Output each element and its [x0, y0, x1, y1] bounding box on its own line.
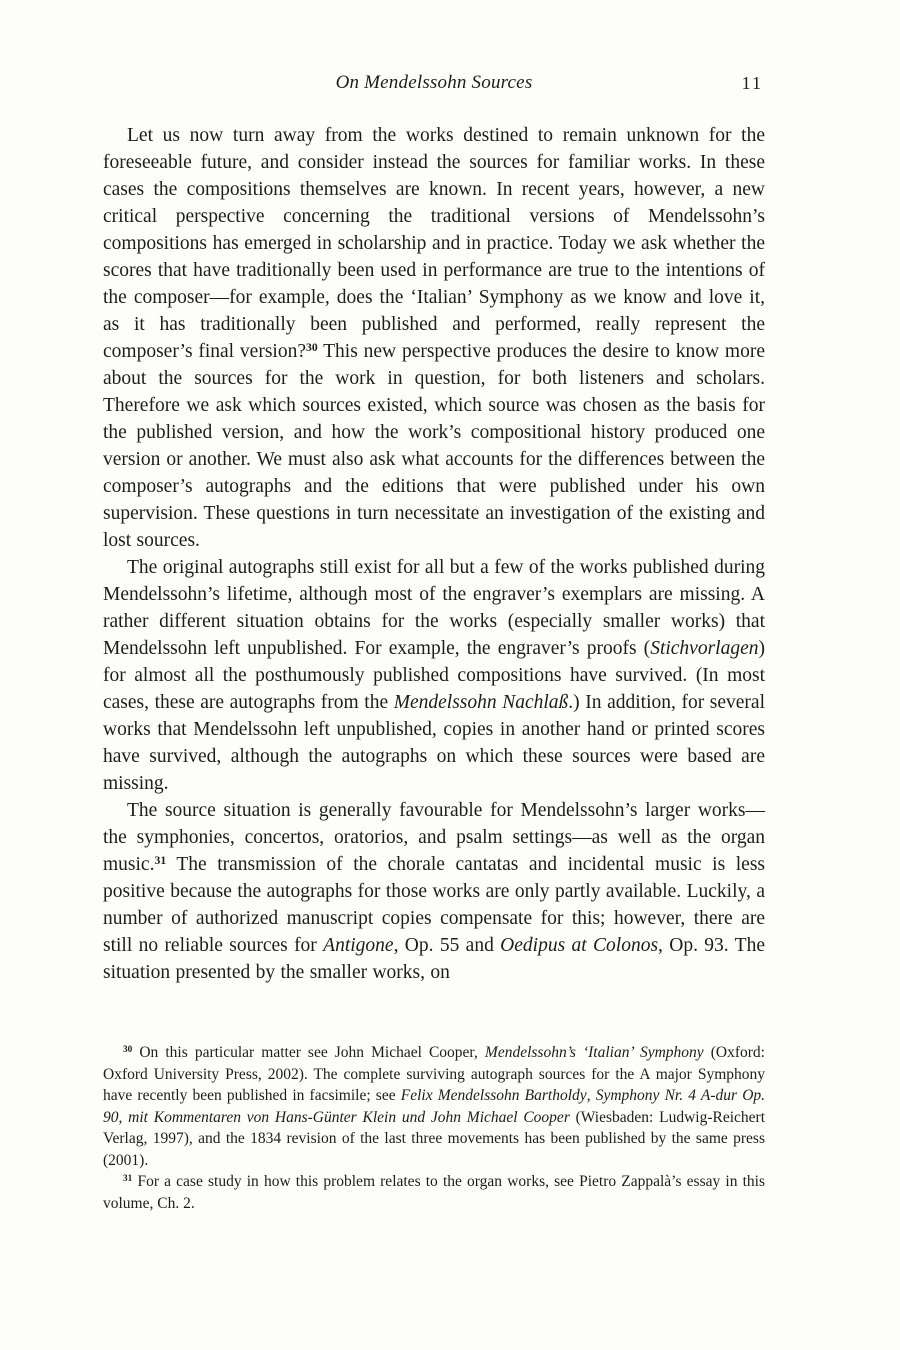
footnotes [103, 1042, 765, 1214]
paragraph [103, 122, 765, 554]
text-run: ) for almost all the posthumously published compositions have survived. (In most cases, these are autographs from the [103, 638, 765, 713]
text-run: , Op. 55 and [393, 935, 501, 956]
footnote-reference: 30 [305, 341, 318, 355]
footnote-reference: 31 [123, 1174, 133, 1185]
running-header [103, 72, 765, 96]
page-number: 11 [741, 73, 763, 93]
text-run: The original autographs still exist for all but a few of the works published during Mendelssohn’s lifetime, although most of the engraver’s exemplars are missing. A rather different situation obtains for the works (especially smaller works) that Mendelssohn left unpublished. For example, the engraver’s proofs ( [103, 557, 765, 659]
text-run: , Op. 93. The situation presented by the smaller works, on [103, 935, 765, 983]
italic-text-run: Felix Mendelssohn Bartholdy [400, 1087, 587, 1104]
text-run: , [586, 1087, 596, 1104]
running-header-title: On Mendelssohn Sources [335, 72, 533, 93]
text-run: (Oxford: Oxford University Press, 2002). The complete surviving autograph sources for the A major Symphony have recently been published in facsimile; see [103, 1044, 765, 1104]
text-run: For a case study in how this problem relates to the organ works, see Pietro Zappalà’s essay in this volume, Ch. 2. [103, 1173, 765, 1212]
italic-text-run: Symphony Nr. 4 A-dur Op. 90, mit Kommentaren von Hans-Günter Klein und John Michael Cooper [103, 1087, 766, 1126]
paragraph [103, 797, 765, 986]
text-block [103, 72, 765, 1214]
text-run: This new perspective produces the desire to know more about the sources for the work in question, for both listeners and scholars. Therefore we ask which sources existed, which source was chosen as the basis for the published version, and how the work’s compositional history produced one version or another. We must also ask what accounts for the differences between the composer’s autographs and the editions that were published under his own supervision. These questions in turn necessitate an investigation of the existing and lost sources. [103, 341, 765, 551]
text-run: The source situation is generally favourable for Mendelssohn’s larger works—the symphonies, concertos, oratorios, and psalm settings—as well as the organ music. [103, 800, 765, 875]
paragraph [103, 554, 765, 797]
italic-text-run: Stichvorlagen [650, 638, 759, 659]
italic-text-run: Mendelssohn’s ‘Italian’ Symphony [484, 1044, 704, 1061]
italic-text-run: Mendelssohn Nachlaß [393, 692, 569, 713]
italic-text-run: Antigone [323, 935, 394, 956]
footnote-reference: 31 [154, 854, 167, 868]
footnote [103, 1042, 765, 1171]
italic-text-run: Oedipus at Colonos [500, 935, 659, 956]
text-run: Let us now turn away from the works destined to remain unknown for the foreseeable future, and consider instead the sources for familiar works. In these cases the compositions themselves are known. In recent years, however, a new critical perspective concerning the traditional versions of Mendelssohn’s compositions has emerged in scholarship and in practice. Today we ask whether the scores that have traditionally been used in performance are true to the intentions of the composer—for example, does the ‘Italian’ Symphony as we know and love it, as it has traditionally been published and performed, really represent the composer’s final version? [103, 125, 765, 362]
body-text [103, 122, 765, 986]
text-run: .) In addition, for several works that Mendelssohn left unpublished, copies in another hand or printed scores have survived, although the autographs on which these sources were based are missing. [103, 692, 765, 794]
footnote-reference: 30 [123, 1045, 133, 1056]
text-run: The transmission of the chorale cantatas and incidental music is less positive because the autographs for those works are only partly available. Luckily, a number of authorized manuscript copies compensate for this; however, there are still no reliable sources for [103, 854, 765, 956]
footnote [103, 1171, 765, 1214]
text-run: (Wiesbaden: Ludwig-Reichert Verlag, 1997), and the 1834 revision of the last three movements has been published by the same press (2001). [103, 1108, 765, 1169]
text-run: On this particular matter see John Michael Cooper, [132, 1044, 485, 1061]
